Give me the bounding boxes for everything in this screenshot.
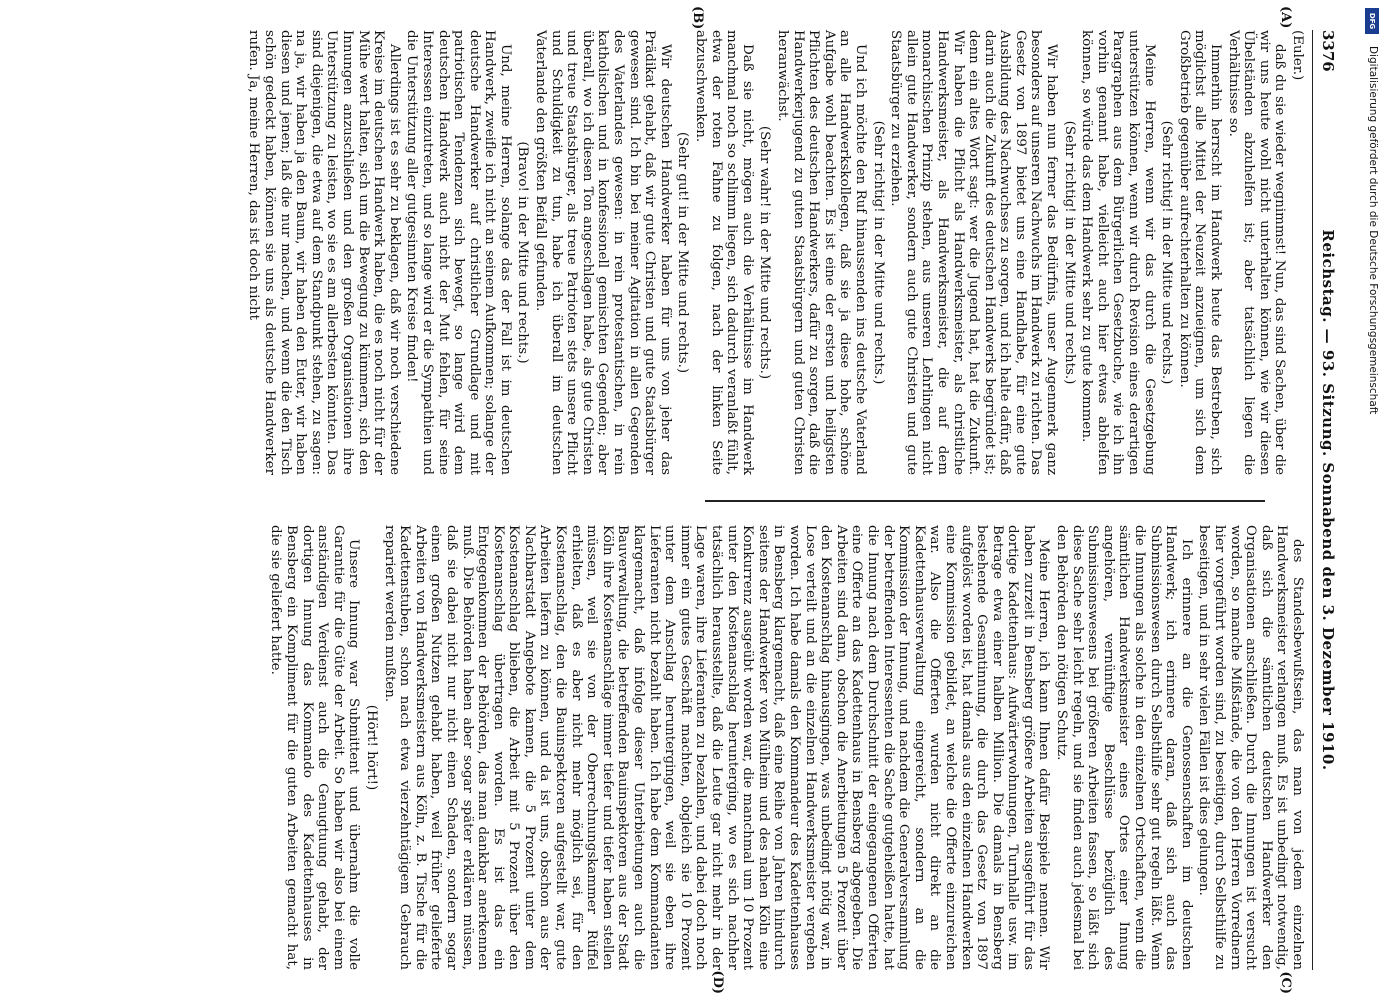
paragraph: Und ich möchte den Ruf hinaussenden ins deutsche Vaterland an alle Handwerkskollegen, daß sie ja diese hohe, schöne Aufgabe wohl beachten. Es ist eine der ersten und heiligsten Pflichten des deutschen Handwerkers, dafür zu sorgen, daß die Handwerkerjugend zu guten Staatsbürgern und guten Christen heranwächst. — [775, 30, 868, 475]
paragraph: Allerdings ist es sehr zu beklagen, daß wir noch verschiedene Kreise im deutschen Handwerk haben, die es noch nicht für der Mühe wert halten, sich um die Bewegung zu kümmern, sich den Innungen anzuschließen und den großen Organisationen ihre Unterstützung zu leisten, wo sie es am allerbesten könnten. Das sind diejenigen, die etwa auf dem Standpunkt stehen, zu sagen: na ja, wir haben ja den Baum, wir haben den Euter, wir haben diesen und jenen; laß die nur machen, und wenn die den Tisch schön gedeckt haben, können sie uns als deutsche Handwerker rufen. Ja, meine Herren, das ist doch nicht — [246, 30, 402, 475]
paragraph: Meine Herren, ich kann Ihnen dafür Beispiele nennen. Wir haben zurzeit in Bensberg größere Arbeiten ausgeführt für das dortige Kadettenhaus: Aufwärterwohnungen, Turnhalle usw. im Betrage etwa einer halben Million. Die damals in Bensberg bestehende Gesamtinnung, die durch das Gesetz von 1897 aufgelöst worden ist, hat damals aus den einzelnen Handwerken eine Kommission gebildet, an welche die Offerte einzureichen war. Also die Offerten wurden nicht direkt an die Kadettenhausverwaltung eingereicht, sondern an die Kommission der Innung, und nachdem die Generalversammlung der betreffenden Interessenten die Sache gutgeheißen hatte, hat die Innung nach dem Durchschnitt der eingegangenen Offerten eine Offerte an das Kadettenhaus in Bensberg abgegeben. Die Arbeiten sind dann, obschon die Anerbietungen 5 Prozent über den Kostenanschlag hinausgingen, was unbedingt nötig war, in Lose verteilt und an die einzelnen Handwerksmeister vergeben worden. Ich habe damals den Kommandeur des Kadettenhauses in Bensberg klargemacht, daß eine Reihe von Jahren hindurch seitens der Handwerker von Mülheim und des nahen Köln eine Konkurrenz ausgeübt worden war, die manchmal um 10 Prozent unter den Kostenanschlag herunterging, wo es sich nachher tatsächlich herausstellte, daß die Leute gar nicht mehr in der Lage waren, ihre Lieferanten zu bezahlen, und dabei doch noch immer ein gutes Geschäft machten, obgleich sie 10 Prozent unter dem Anschlag heruntergingen, weil sie eben ihre Lieferanten nicht bezahlt haben. Ich habe dem Kommandanten klargemacht, daß infolge dieser Unterbietungen auch die Bauverwaltung, die betreffenden Bauinspektoren aus der Stadt Köln ihre Kostenanschläge immer tiefer und tiefer haben stellen müssen, weil sie von der Oberrechnungskammer Rüffel erhielten, daß es aber nicht mehr möglich sei, für den Kostenanschlag, den die Bauinspektoren aufgestellt war, gute Arbeiten liefern zu können, und da ist uns, obschon aus der Nachbarstadt Angebote kamen, die 5 Prozent unter dem Kostenanschlag blieben, die Arbeit mit 5 Prozent über den Kostenanschlag übertragen worden. Es ist das ein Entgegenkommen der Behörden, das man dankbar anerkennen muß. Die Behörden haben aber sogar später erklären müssen, daß sie dabei nicht nur nicht einen Schaden, sondern sogar einen großen Nutzen gehabt haben, weil früher gelieferte Arbeiten von Handwerksmeistern aus Köln, z. B. Tische für die Kadettenstuben, schon nach etwa vierzehntägigem Gebrauch repariert werden mußten. — [381, 525, 1052, 970]
digitization-credit — [1365, 6, 1379, 996]
column-divider — [705, 500, 1265, 502]
paragraph: des Standesbewußtsein, das man von jedem einzelnen Handwerksmeister verlangen muß. Es ist unbedingt notwendig, daß sich die sämtlichen deutschen Handwerker den Organisationen anschließen. Durch die Innungen ist versucht worden, so manche Mißstände, die von den Herren Vorrednern hier vorgeführt worden sind, zu beseitigen, durch Selbsthilfe zu beseitigen, und in sehr vielen Fällen ist dies gelungen. — [1196, 525, 1305, 970]
right-column — [85, 525, 1305, 994]
left-column — [85, 6, 1305, 475]
paragraph: Ich erinnere an die Genossenschaften im deutschen Handwerk; ich erinnere daran, daß sich auch das Submissionswesen durch Selbsthilfe sehr gut regeln läßt. Wenn die Innungen als solche in den einzelnen Ortschaften, wenn die sämtlichen Handwerksmeister eines Ortes einer Innung angehören, vernünftige Beschlüsse bezüglich des Submissionswesens bei größeren Arbeiten fassen, so läßt sich diese Sache sehr leicht regeln, und sie finden auch jedesmal bei den Behörden den nötigen Schutz. — [1054, 525, 1194, 970]
paragraph: (Sehr richtig! in der Mitte und rechts.) — [870, 120, 886, 385]
margin-marker-a: (A) — [1278, 6, 1293, 29]
paragraph: (Bravo! in der Mitte und rechts.) — [515, 141, 531, 364]
margin-marker-d: (D) — [710, 970, 725, 994]
paragraph: Unsere Innung war Submittent und übernahm die volle Garantie für die Güte der Arbeit. So haben wir also bei einem anständigen Verdienst auch die Genugtuung gehabt, der dortigen Innung das Kommando des Kadettenhauses in Bensberg ein Kompliment für die guten Arbeiten gemacht hat, die sie geliefert hatte. — [268, 525, 362, 970]
paragraph: (Euler.) — [1290, 30, 1305, 81]
paragraph: (Sehr wahr! in der Mitte und rechts.) — [757, 125, 773, 380]
margin-marker-c: (C) — [1278, 971, 1293, 994]
columns — [85, 6, 1305, 994]
dfg-logo — [1365, 8, 1379, 34]
paragraph: (Sehr gut! in der Mitte und rechts.) — [675, 131, 691, 374]
paragraph: (Sehr richtig! in der Mitte und rechts.) — [1061, 120, 1077, 385]
logo-text: DFG — [1368, 12, 1376, 30]
paragraph: Und, meine Herren, solange das der Fall ist im deutschen Handwerk, zweifle ich nicht an seinem Aufkommen; solange der deutsche Handwerker auf christlicher Grundlage und mit patriotischen Tendenzen sich bewegt, so lange wird dem deutschen Handwerk auch nicht der Mut fehlen, für seine Interessen einzutreten, und so lange wird er die Sympathien und die Unterstützung aller gutgesinnten Kreise finden! — [404, 30, 513, 475]
page-header — [1312, 30, 1339, 970]
paragraph: Wir deutschen Handwerker haben für uns von jeher das Prädikat gehabt, daß wir gute Christen und gute Staatsbürger gewesen sind. Ich bin bei meiner Agitation in allen Gegenden des Vaterlandes gewesen: in rein protestantischen, in rein katholischen und in konfessionell gemischten Gegenden; aber überall, wo ich diesen Ton angeschlagen habe, als gute Christen und treue Staatsbürger, als treue Patrioten stets unsere Pflicht und Schuldigkeit zu tun, habe ich überall im deutschen Vaterlande den größten Beifall gefunden. — [533, 30, 673, 475]
credit-text: Digitalisierung gefördert durch die Deutsche Forschungsgemeinschaft — [1367, 46, 1379, 415]
paragraph: Wir haben nun ferner das Bedürfnis, unser Augenmerk ganz besonders auf unseren Nachwuchs im Handwerk zu richten. Das Gesetz von 1897 bietet uns eine Handhabe, für eine gute Ausbildung des Nachwuchses zu sorgen, und ich halte dafür, daß darin auch die Zukunft des deutschen Handwerks begründet ist; denn ein altes Wort sagt: wer die Jugend hat, hat die Zukunft. Wir haben die Pflicht als Handwerksmeister, als christliche Handwerksmeister, als Handwerksmeister, die auf dem monarchischen Prinzip stehen, aus unseren Lehrlingen nicht allein gute Handwerker, sondern auch gute Christen und gute Staatsbürger zu erziehen. — [888, 30, 1060, 475]
paragraph: (Sehr richtig! in der Mitte und rechts.) — [1159, 120, 1175, 385]
paragraph: Meine Herren, wenn wir das durch die Gesetzgebung unterstützen können, wenn wir durch Revision eines derartigen Paragraphen aus dem Bürgerlichen Gesetzbuche, wie ich ihn vorhin genannt habe, vielleicht auch hier etwas abhelfen können, so würde das dem Handwerk sehr zu gute kommen. — [1079, 30, 1157, 475]
page-title: Reichstag. — 93. Sitzung. Sonnabend den 3. Dezember 1910. — [1319, 229, 1337, 771]
document-page — [65, 0, 1365, 1000]
page-number: 3376 — [1319, 30, 1337, 72]
margin-marker-b: (B) — [690, 6, 705, 30]
paragraph: Immerhin herrscht im Handwerk heute das Bestreben, sich möglichst alle Mittel der Neuzeit anzueignen, um sich dem Großbetrieb gegenüber aufrechterhalten zu können. — [1176, 30, 1224, 475]
paragraph: Daß sie nicht, mögen auch die Verhältnisse im Handwerk manchmal noch so schlimm liegen, sich dadurch veranlaßt fühlt, etwa der roten Fahne zu folgen, nach der linken Seite abzuschwenken. — [693, 30, 755, 475]
paragraph: (Hört! hört!) — [363, 704, 379, 791]
paragraph: daß du sie wieder wegnimmst! Nun, das sind Sachen, über die wir uns heute wohl nicht unterhalten können, wie wir diesen Übelständen abzuhelfen ist; aber tatsächlich liegen die Verhältnisse so. — [1225, 30, 1288, 475]
